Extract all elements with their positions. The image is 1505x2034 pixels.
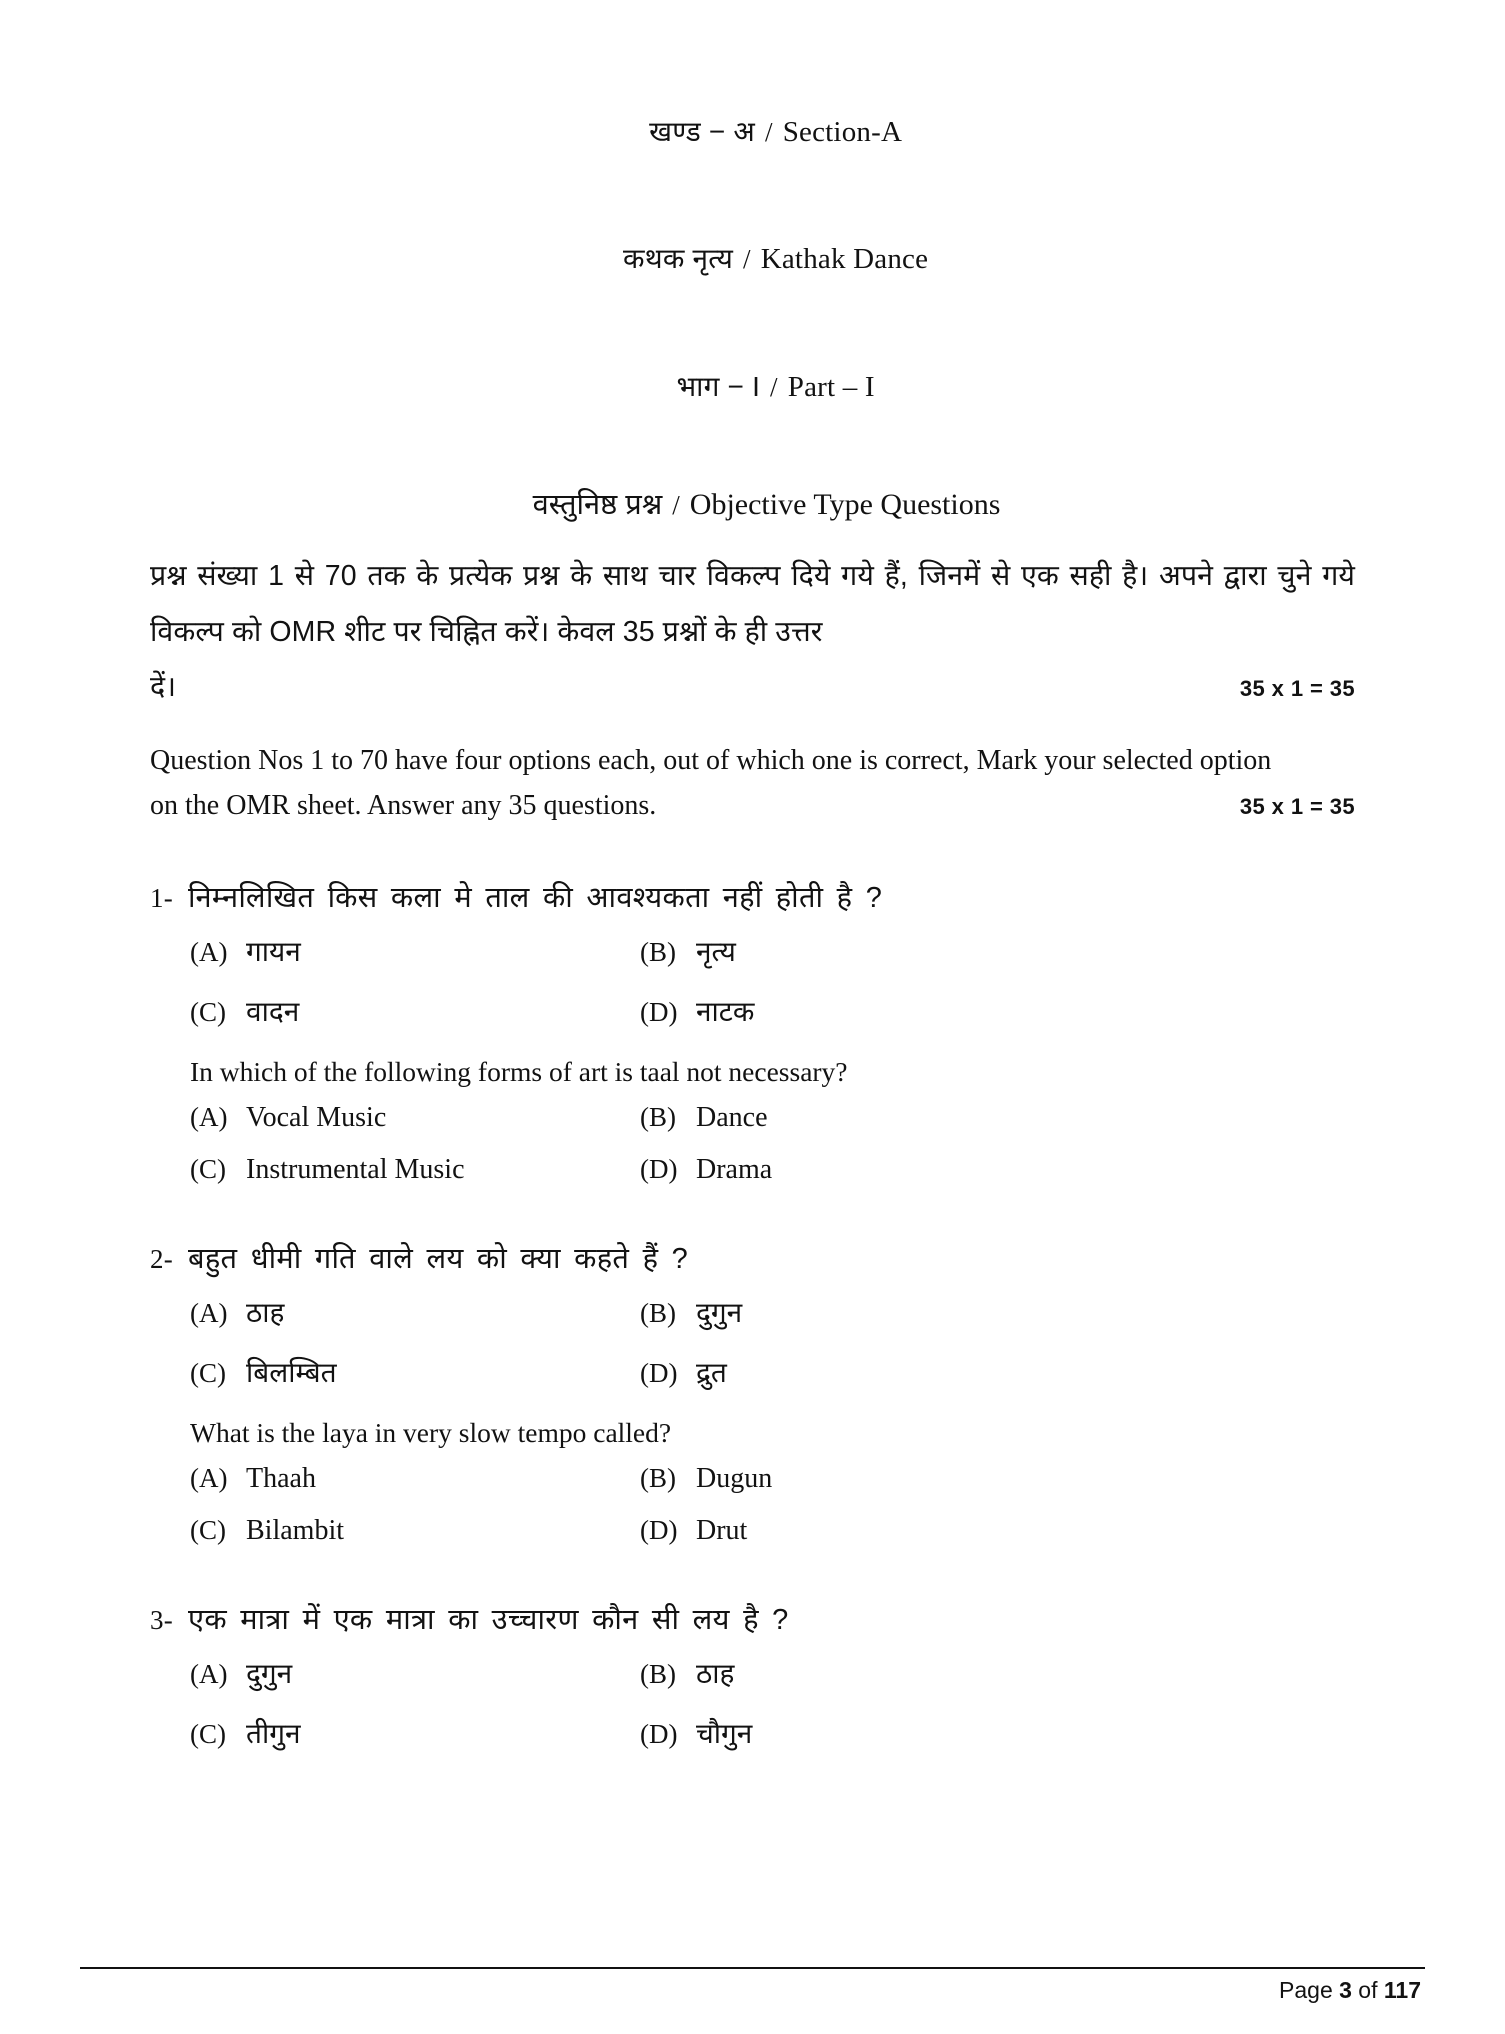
option-text: Drut (696, 1514, 748, 1546)
heading-objective-english: Objective Type Questions (689, 488, 1001, 522)
footer-middle: of (1351, 1977, 1384, 2003)
option-text: ठाह (246, 1296, 285, 1328)
option-b-en[interactable] (640, 1102, 1355, 1134)
option-text: ठाह (696, 1657, 735, 1689)
heading-section-hindi: खण्ड − अ (649, 115, 755, 147)
question-text-hindi: एक मात्रा में एक मात्रा का उच्चारण कौन सी लय है ? (188, 1603, 789, 1636)
options-hindi (190, 1654, 1355, 1752)
option-text: Drama (696, 1153, 773, 1185)
option-text: चौगुन (696, 1717, 753, 1749)
instructions-hindi-tail: दें। (150, 671, 177, 704)
option-label: (D) (640, 1718, 678, 1749)
option-text: Dance (696, 1101, 768, 1133)
option-b-en[interactable] (640, 1463, 1355, 1495)
instructions-hindi-lastline (150, 660, 1355, 716)
option-label: (A) (190, 1101, 228, 1132)
option-text: बिलम्बित (246, 1356, 337, 1388)
options-hindi (190, 932, 1355, 1030)
question-list (150, 877, 1355, 1752)
heading-part-hindi: भाग − I (676, 371, 761, 403)
page-indicator (80, 1977, 1425, 2004)
option-label: (B) (640, 1658, 676, 1689)
option-text: दुगुन (246, 1657, 293, 1689)
instructions-hindi-body: प्रश्न संख्या 1 से 70 तक के प्रत्येक प्रश्न के साथ चार विकल्प दिये गये हैं, जिनमें से एक सही है। अपने द्वारा चुने गये विकल्प को OMR शीट पर चिह्नित करें। केवल 35 प्रश्नों के ही उत्तर (150, 560, 1355, 648)
option-b[interactable] (640, 932, 1355, 970)
option-c[interactable] (190, 1714, 640, 1752)
question-heading (150, 877, 1355, 916)
option-label: (B) (640, 1297, 676, 1328)
option-label: (A) (190, 1658, 228, 1689)
option-label: (D) (640, 1357, 678, 1388)
heading-subject (150, 196, 1355, 324)
option-label: (C) (190, 1153, 226, 1184)
option-label: (B) (640, 1462, 676, 1493)
footer-prefix: Page (1279, 1977, 1340, 2003)
option-b[interactable] (640, 1293, 1355, 1331)
options-english (190, 1463, 1355, 1547)
marks-note-hindi: 35 x 1 = 35 (1239, 676, 1355, 702)
option-d-en[interactable] (640, 1154, 1355, 1186)
option-text: नाटक (696, 995, 755, 1027)
heading-part-english: Part – I (787, 371, 875, 404)
heading-section-a (150, 68, 1355, 196)
option-label: (D) (640, 996, 678, 1027)
option-label: (D) (640, 1514, 678, 1545)
question-text-english: In which of the following forms of art is taal not necessary? (190, 1055, 848, 1087)
option-text: Bilambit (246, 1514, 344, 1546)
option-text: गायन (246, 935, 301, 967)
instructions-english-line2: on the OMR sheet. Answer any 35 questions. (150, 790, 657, 822)
option-d[interactable] (640, 1353, 1355, 1391)
question-item (150, 1599, 1355, 1752)
page-footer (80, 1967, 1425, 2004)
option-a[interactable] (190, 1654, 640, 1692)
question-number: 2- (150, 1243, 174, 1274)
option-d[interactable] (640, 1714, 1355, 1752)
instructions-hindi (150, 549, 1355, 716)
option-label: (C) (190, 1357, 226, 1388)
heading-subject-hindi: कथक नृत्य (623, 243, 734, 275)
question-number: 1- (150, 882, 174, 913)
option-c[interactable] (190, 992, 640, 1030)
heading-separator: / (743, 244, 751, 275)
option-text: Dugun (696, 1462, 773, 1494)
option-label: (D) (640, 1153, 678, 1184)
question-item (150, 1238, 1355, 1547)
footer-page-number: 3 (1339, 1977, 1352, 2003)
option-text: Thaah (246, 1462, 316, 1494)
section-heading (150, 68, 1355, 451)
heading-objective-hindi: वस्तुनिष्ठ प्रश्न (532, 489, 663, 522)
instructions-english-line2-row (150, 783, 1355, 828)
options-english (190, 1102, 1355, 1186)
question-number: 3- (150, 1604, 174, 1635)
footer-divider (80, 1967, 1425, 1969)
option-label: (C) (190, 1718, 226, 1749)
option-label: (C) (190, 1514, 226, 1545)
option-b[interactable] (640, 1654, 1355, 1692)
option-text: दुगुन (696, 1296, 743, 1328)
option-label: (A) (190, 1297, 228, 1328)
question-text-hindi: निम्नलिखित किस कला मे ताल की आवश्यकता नहीं होती है ? (188, 881, 883, 914)
option-text: वादन (246, 995, 300, 1027)
heading-separator: / (672, 490, 680, 521)
option-label: (A) (190, 1462, 228, 1493)
options-hindi (190, 1293, 1355, 1391)
option-a[interactable] (190, 932, 640, 970)
question-spacer (150, 1565, 1355, 1599)
question-heading (150, 1238, 1355, 1277)
marks-note-english: 35 x 1 = 35 (1239, 794, 1355, 820)
option-text: तीगुन (246, 1717, 301, 1749)
option-text: नृत्य (696, 935, 736, 967)
question-text-english: What is the laya in very slow tempo called? (190, 1416, 672, 1448)
option-text: Vocal Music (246, 1101, 387, 1133)
option-a[interactable] (190, 1293, 640, 1331)
option-c[interactable] (190, 1353, 640, 1391)
option-d-en[interactable] (640, 1515, 1355, 1547)
footer-total-pages: 117 (1383, 1977, 1421, 2003)
question-heading (150, 1599, 1355, 1638)
instructions-english-line1: Question Nos 1 to 70 have four options each, out of which one is correct, Mark your selected option (150, 745, 1272, 777)
heading-section-english: Section-A (782, 115, 903, 148)
option-label: (B) (640, 936, 676, 967)
option-label: (A) (190, 936, 228, 967)
heading-subject-english: Kathak Dance (760, 243, 929, 276)
heading-separator: / (770, 372, 778, 403)
option-label: (B) (640, 1101, 676, 1132)
option-a-en[interactable] (190, 1102, 640, 1134)
option-text: द्रुत (696, 1356, 727, 1388)
option-text: Instrumental Music (246, 1153, 465, 1185)
option-a-en[interactable] (190, 1463, 640, 1495)
option-d[interactable] (640, 992, 1355, 1030)
heading-part (150, 324, 1355, 452)
option-label: (C) (190, 996, 226, 1027)
question-item (150, 877, 1355, 1186)
heading-objective (178, 484, 1355, 523)
option-c-en[interactable] (190, 1154, 640, 1186)
option-c-en[interactable] (190, 1515, 640, 1547)
heading-separator: / (765, 116, 773, 147)
question-text-hindi: बहुत धीमी गति वाले लय को क्या कहते हैं ? (188, 1242, 689, 1275)
question-spacer (150, 1204, 1355, 1238)
instructions-english (150, 738, 1355, 829)
